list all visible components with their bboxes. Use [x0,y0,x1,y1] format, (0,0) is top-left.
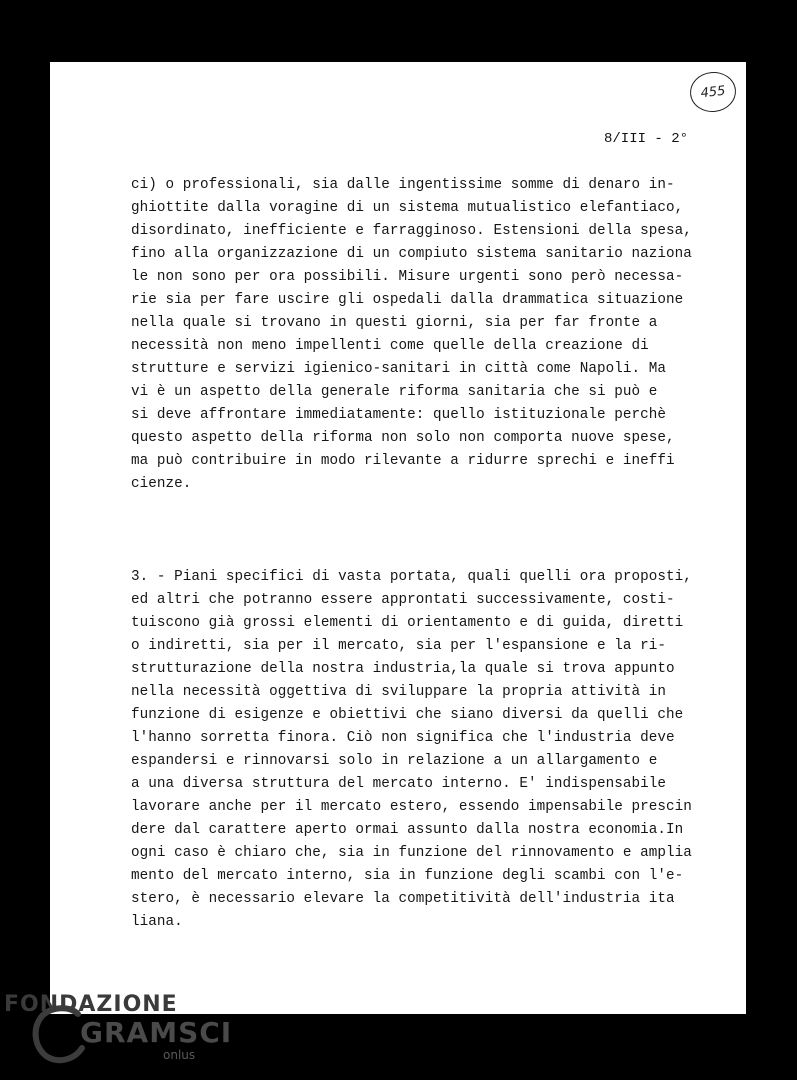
text-line: lavorare anche per il mercato estero, essendo impensabile prescin [131,799,692,815]
text-line: ed altri che potranno essere approntati successivamente, costi- [131,592,675,608]
text-line: nella quale si trovano in questi giorni, sia per far fronte a [131,315,658,331]
text-line: espandersi e rinnovarsi solo in relazione a un allargamento e [131,753,658,769]
paragraph-industrial-plans [131,566,692,934]
text-line: le non sono per ora possibili. Misure urgenti sono però necessa- [131,269,684,285]
text-line: strutture e servizi igienico-sanitari in città come Napoli. Ma [131,361,667,377]
logo-word-onlus: onlus [163,1048,196,1062]
text-line: 3. - Piani specifici di vasta portata, quali quelli ora proposti, [131,569,692,585]
text-line: liana. [131,914,183,930]
text-line: dere dal carattere aperto ormai assunto dalla nostra economia.In [131,822,684,838]
text-line: ma può contribuire in modo rilevante a ridurre sprechi e ineffi [131,453,675,469]
text-line: a una diversa struttura del mercato interno. E' indispensabile [131,776,667,792]
page-reference: 8/III - 2° [604,131,689,147]
text-line: questo aspetto della riforma non solo non comporta nuove spese, [131,430,675,446]
text-line: strutturazione della nostra industria,la quale si trova appunto [131,661,675,677]
text-line: cienze. [131,476,192,492]
text-line: mento del mercato interno, sia in funzione degli scambi con l'e- [131,868,684,884]
text-line: rie sia per fare uscire gli ospedali dalla drammatica situazione [131,292,684,308]
text-line: tuiscono già grossi elementi di orientamento e di guida, diretti [131,615,684,631]
text-line: nella necessità oggettiva di sviluppare la propria attività in [131,684,667,700]
text-line: vi è un aspetto della generale riforma sanitaria che si può e [131,384,658,400]
text-line: l'hanno sorretta finora. Ciò non significa che l'industria deve [131,730,675,746]
text-line: disordinato, inefficiente e farragginoso. Estensioni della spesa, [131,223,692,239]
text-line: fino alla organizzazione di un compiuto sistema sanitario naziona [131,246,692,262]
logo-word-gramsci: GRAMSCI [80,1016,233,1049]
text-line: si deve affrontare immediatamente: quello istituzionale perchè [131,407,667,423]
text-line: necessità non meno impellenti come quelle della creazione di [131,338,649,354]
fondazione-gramsci-logo [0,990,233,1075]
text-line: ogni caso è chiaro che, sia in funzione del rinnovamento e amplia [131,845,692,861]
text-line: ghiottite dalla voragine di un sistema mutualistico elefantiaco, [131,200,684,216]
paragraph-health-reform [131,174,692,496]
archive-page-number-stamp: 455 [688,70,738,115]
text-line: o indiretti, sia per il mercato, sia per l'espansione e la ri- [131,638,667,654]
logo-word-fondazione: FONDAZIONE [4,992,178,1017]
text-line: stero, è necessario elevare la competitività dell'industria ita [131,891,675,907]
text-line: ci) o professionali, sia dalle ingentissime somme di denaro in- [131,177,675,193]
text-line: funzione di esigenze e obiettivi che siano diversi da quelli che [131,707,684,723]
